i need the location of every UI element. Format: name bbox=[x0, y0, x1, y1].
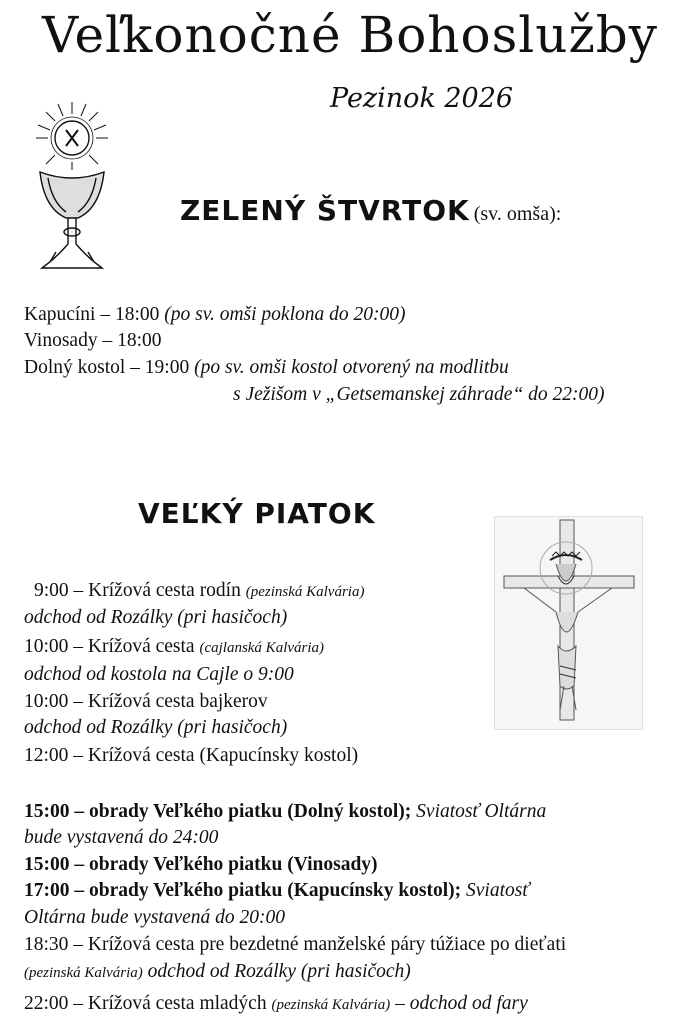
thursday-section-heading bbox=[180, 194, 561, 227]
friday-line-krizova-cesta-cajla bbox=[24, 634, 324, 661]
thursday-line-main: Kapucíni – 18:00 bbox=[24, 304, 160, 325]
friday-line-odchod-rozalka: odchod od Rozálky (pri hasičoch) bbox=[24, 607, 288, 628]
friday-line-odchod-cajla: odchod od kostola na Cajle o 9:00 bbox=[24, 664, 294, 685]
crucifix-icon bbox=[494, 516, 643, 730]
friday-rites-note-24: bude vystavená do 24:00 bbox=[24, 827, 219, 848]
friday-line-krizova-cesta-pary: 18:30 – Krížová cesta pre bezdetné manželské páry túžiace po dieťati bbox=[24, 934, 567, 955]
thursday-line-vinosady bbox=[24, 328, 162, 354]
friday-line-place: (pezinská Kalvária) bbox=[271, 997, 391, 1013]
thursday-line-main: Dolný kostol – 19:00 bbox=[24, 357, 190, 378]
friday-line-main: 10:00 – Krížová cesta bbox=[24, 636, 195, 657]
thursday-heading-note: (sv. omša): bbox=[473, 203, 562, 225]
friday-line-place: (pezinská Kalvária) bbox=[24, 965, 143, 981]
friday-rites-kapucinsky bbox=[24, 878, 529, 904]
friday-line-odchod: odchod od Rozálky (pri hasičoch) bbox=[147, 961, 411, 982]
friday-line-pary-place bbox=[24, 959, 411, 986]
friday-line-main: 22:00 – Krížová cesta mladých bbox=[24, 993, 267, 1014]
friday-line-odchod-rozalka-2: odchod od Rozálky (pri hasičoch) bbox=[24, 717, 288, 738]
friday-line-krizova-cesta-kapucinsky: 12:00 – Krížová cesta (Kapucínsky kostol) bbox=[24, 745, 359, 766]
chalice-host-icon bbox=[26, 98, 112, 276]
friday-line-odchod: – odchod od fary bbox=[395, 993, 528, 1014]
friday-line-place: (cajlanská Kalvária) bbox=[199, 640, 325, 656]
friday-line-krizova-cesta-bajkerov: 10:00 – Krížová cesta bajkerov bbox=[24, 691, 268, 712]
friday-line-place: (pezinská Kalvária) bbox=[245, 584, 365, 600]
friday-rites-dolny-kostol bbox=[24, 799, 546, 825]
thursday-line-getsemane: s Ježišom v „Getsemanskej záhrade“ do 22:00) bbox=[233, 384, 605, 405]
rites-note: Sviatosť bbox=[466, 880, 530, 901]
friday-heading: VEĽKÝ PIATOK bbox=[138, 497, 376, 530]
rites-note: Sviatosť Oltárna bbox=[416, 801, 547, 822]
friday-rites-note-20: Oltárna bude vystavená do 20:00 bbox=[24, 907, 286, 928]
page-subtitle: Pezinok 2026 bbox=[330, 83, 514, 114]
thursday-line-dolny-kostol bbox=[24, 355, 509, 381]
rites-time: 15:00 – obrady Veľkého piatku (Dolný kostol); bbox=[24, 801, 412, 822]
thursday-line-main: Vinosady – 18:00 bbox=[24, 330, 162, 351]
page-title: Veľkonočné Bohoslužby bbox=[41, 6, 659, 64]
thursday-heading: ZELENÝ ŠTVRTOK bbox=[180, 194, 470, 227]
thursday-line-note: (po sv. omši poklona do 20:00) bbox=[164, 304, 406, 325]
thursday-line-kapucini bbox=[24, 302, 405, 328]
friday-line-main: 9:00 – Krížová cesta rodín bbox=[34, 580, 241, 601]
thursday-line-note: (po sv. omši kostol otvorený na modlitbu bbox=[194, 357, 509, 378]
rites-time: 17:00 – obrady Veľkého piatku (Kapucínsky kostol); bbox=[24, 880, 462, 901]
friday-rites-vinosady: 15:00 – obrady Veľkého piatku (Vinosady) bbox=[24, 854, 378, 875]
friday-line-krizova-cesta-mladych bbox=[24, 991, 528, 1018]
friday-line-krizova-cesta-rodin bbox=[34, 578, 364, 605]
